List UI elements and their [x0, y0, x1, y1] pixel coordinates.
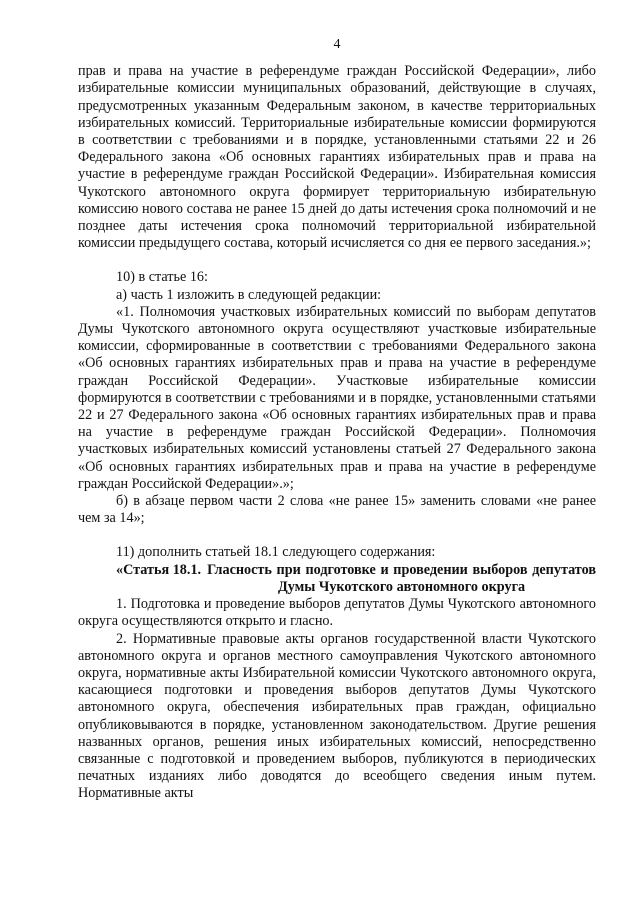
paragraph-gap — [78, 527, 596, 544]
article-part-2: 2. Нормативные правовые акты органов государственной власти Чукотского автономного округа и органов местного самоуправления Чукотского автономного округа, нормативные акты Избирательной комиссии Чукотского автономного округа, касающиеся подготовки и проведения выборов депутатов Думы Чукотского автономного округа, обеспечения избирательных прав граждан, официально опубликовываются в порядке, установленном законодательством. Другие решения названных органов, решения иных избирательных комиссий, непосредственно связанные с подготовкой и проведением выборов, публикуются в периодических печатных изданиях либо доводятся до всеобщего сведения иным путем. Нормативные акты — [78, 630, 596, 802]
article-heading-label: «Статья 18.1. — [116, 561, 202, 578]
paragraph-gap — [78, 252, 596, 269]
item-10-a: а) часть 1 изложить в следующей редакции: — [116, 286, 382, 303]
item-10-b: б) в абзаце первом части 2 слова «не ранее 15» заменить словами «не ранее чем за 14»; — [78, 493, 596, 527]
page-number: 4 — [333, 37, 341, 52]
article-part-1: 1. Подготовка и проведение выборов депутатов Думы Чукотского автономного округа осуществляются открыто и гласно. — [78, 596, 596, 630]
item-10-heading: 10) в статье 16: — [116, 269, 208, 286]
article-heading-title: Гласность при подготовке и проведении выборов депутатов Думы Чукотского автономного округа — [207, 561, 596, 595]
article-heading — [78, 562, 596, 596]
document-page — [78, 36, 596, 803]
quoted-part-1: «1. Полномочия участковых избирательных комиссий по выборам депутатов Думы Чукотского автономного округа осуществляют участковые избирательные комиссии, сформированные в соответствии с требованиями Федерального закона «Об основных гарантиях избирательных прав и права на участие в референдуме граждан Российской Федерации». Участковые избирательные комиссии формируются в соответствии с требованиями и в порядке, установленными статьями 22 и 27 Федерального закона «Об основных гарантиях избирательных прав и права на участие в референдуме граждан Российской Федерации». Полномочия участковых избирательных комиссий установлены статьей 27 Федерального закона «Об основных гарантиях избирательных прав и права на участие в референдуме граждан Российской Федерации».»; — [78, 303, 596, 492]
paragraph-continuation: прав и права на участие в референдуме граждан Российской Федерации», либо избирательные комиссии муниципальных образований, действующие в случаях, предусмотренных указанным Федеральным законом, в качестве территориальных избирательных комиссий. Территориальные избирательные комиссии формируются в соответствии с требованиями и в порядке, установленными статьями 22 и 26 Федерального закона «Об основных гарантиях избирательных прав и права на участие в референдуме граждан Российской Федерации». Избирательная комиссия Чукотского автономного округа формирует территориальную избирательную комиссию нового состава не ранее 15 дней до даты истечения срока полномочий и не позднее даты истечения срока полномочий территориальной избирательной комиссии предыдущего состава, который исчисляется со дня ее первого заседания.»; — [78, 63, 596, 252]
item-11-heading: 11) дополнить статьей 18.1 следующего содержания: — [116, 544, 436, 561]
